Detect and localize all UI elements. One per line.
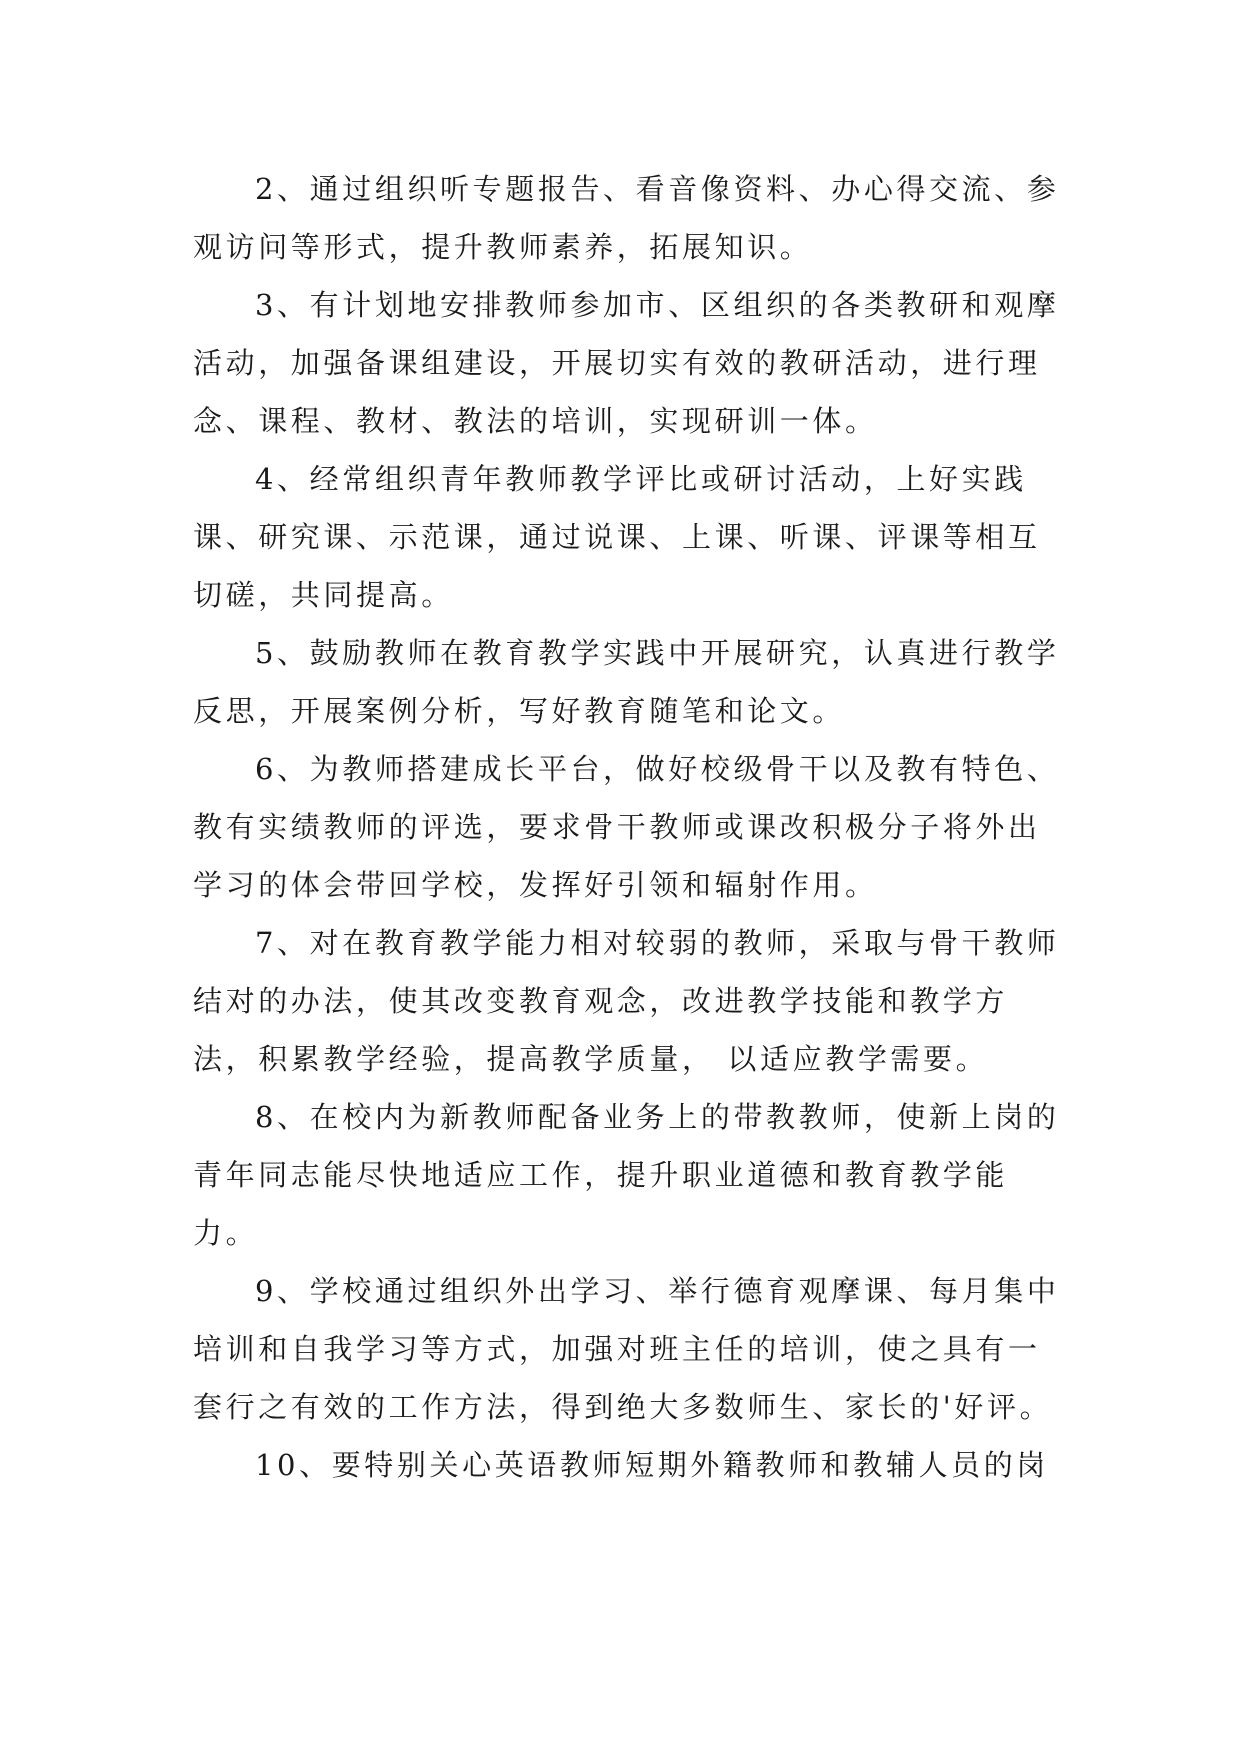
paragraph-item-10: 10、要特别关心英语教师短期外籍教师和教辅人员的岗 xyxy=(255,1448,1049,1482)
document-body xyxy=(193,160,1063,1494)
paragraph-item-7: 7、对在教育教学能力相对较弱的教师，采取与骨干教师结对的办法，使其改变教育观念，改进教学技能和教学方法，积累教学经验，提高教学质量， 以适应教学需要。 xyxy=(193,926,1060,1076)
paragraph-item-5: 5、鼓励教师在教育教学实践中开展研究，认真进行教学反思，开展案例分析，写好教育随笔和论文。 xyxy=(193,636,1060,728)
paragraph-item-2: 2、通过组织听专题报告、看音像资料、办心得交流、参观访问等形式，提升教师素养，拓展知识。 xyxy=(193,172,1060,264)
paragraph-item-9: 9、学校通过组织外出学习、举行德育观摩课、每月集中培训和自我学习等方式，加强对班主任的培训，使之具有一套行之有效的工作方法，得到绝大多数师生、家长的'好评。 xyxy=(193,1274,1060,1424)
paragraph-item-3: 3、有计划地安排教师参加市、区组织的各类教研和观摩活动，加强备课组建设，开展切实有效的教研活动，进行理念、课程、教材、教法的培训，实现研训一体。 xyxy=(193,288,1060,438)
paragraph-item-4: 4、经常组织青年教师教学评比或研讨活动，上好实践课、研究课、示范课，通过说课、上课、听课、评课等相互切磋，共同提高。 xyxy=(193,462,1041,612)
paragraph-item-8: 8、在校内为新教师配备业务上的带教教师，使新上岗的青年同志能尽快地适应工作，提升职业道德和教育教学能力。 xyxy=(193,1100,1060,1250)
paragraph-item-6: 6、为教师搭建成长平台，做好校级骨干以及教有特色、教有实绩教师的评选，要求骨干教师或课改积极分子将外出学习的体会带回学校，发挥好引领和辐射作用。 xyxy=(193,752,1060,902)
